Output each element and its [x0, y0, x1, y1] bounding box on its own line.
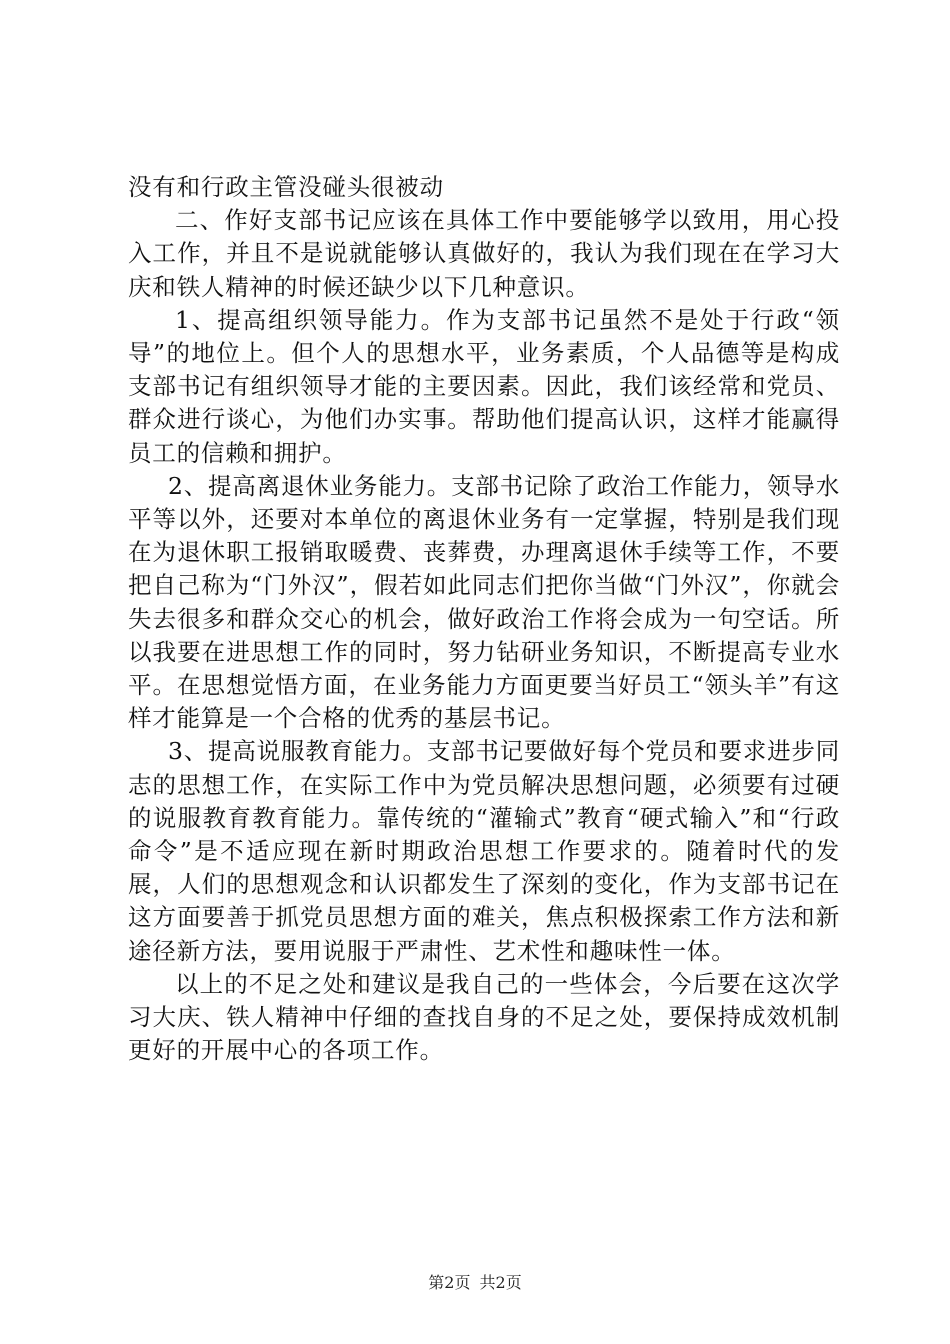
page-total: 共2页: [479, 1273, 522, 1292]
paragraph-point-three: 3、提高说服教育能力。支部书记要做好每个党员和要求进步同志的思想工作，在实际工作中为党员解决思想问题，必须要有过硬的说服教育教育能力。靠传统的“灌输式”教育“硬式输入”和“行政命令”是不适应现在新时期政治思想工作要求的。随着时代的发展，人们的思想观念和认识都发生了深刻的变化，作为支部书记在这方面要善于抓党员思想方面的难关，焦点积极探索工作方法和新途径新方法，要用说服于严肃性、艺术性和趣味性一体。: [128, 737, 840, 965]
page-number: 第2页: [428, 1273, 471, 1292]
paragraph-point-one: 1、提高组织领导能力。作为支部书记虽然不是处于行政“领导”的地位上。但个人的思想水平，业务素质，个人品德等是构成支部书记有组织领导才能的主要因素。因此，我们该经常和党员、群众进行谈心，为他们办实事。帮助他们提高认识，这样才能赢得员工的信赖和拥护。: [128, 305, 840, 467]
paragraph-continuation: 没有和行政主管没碰头很被动: [128, 173, 444, 201]
paragraph-conclusion: 以上的不足之处和建议是我自己的一些体会，今后要在这次学习大庆、铁人精神中仔细的查找自身的不足之处，要保持成效机制更好的开展中心的各项工作。: [128, 969, 840, 1065]
paragraph-point-two: 2、提高离退休业务能力。支部书记除了政治工作能力，领导水平等以外，还要对本单位的离退休业务有一定掌握，特别是我们现在为退休职工报销取暖费、丧葬费，办理离退休手续等工作，不要把自己称为“门外汉”，假若如此同志们把你当做“门外汉”，你就会失去很多和群众交心的机会，做好政治工作将会成为一句空话。所以我要在进思想工作的同时，努力钻研业务知识，不断提高专业水平。在思想觉悟方面，在业务能力方面更要当好员工“领头羊”有这样才能算是一个合格的优秀的基层书记。: [128, 471, 840, 733]
document-body: [128, 171, 840, 1067]
page-footer: [0, 1273, 950, 1293]
paragraph-section-two: 二、作好支部书记应该在具体工作中要能够学以致用，用心投入工作，并且不是说就能够认真做好的，我认为我们现在在学习大庆和铁人精神的时候还缺少以下几种意识。: [128, 206, 840, 301]
